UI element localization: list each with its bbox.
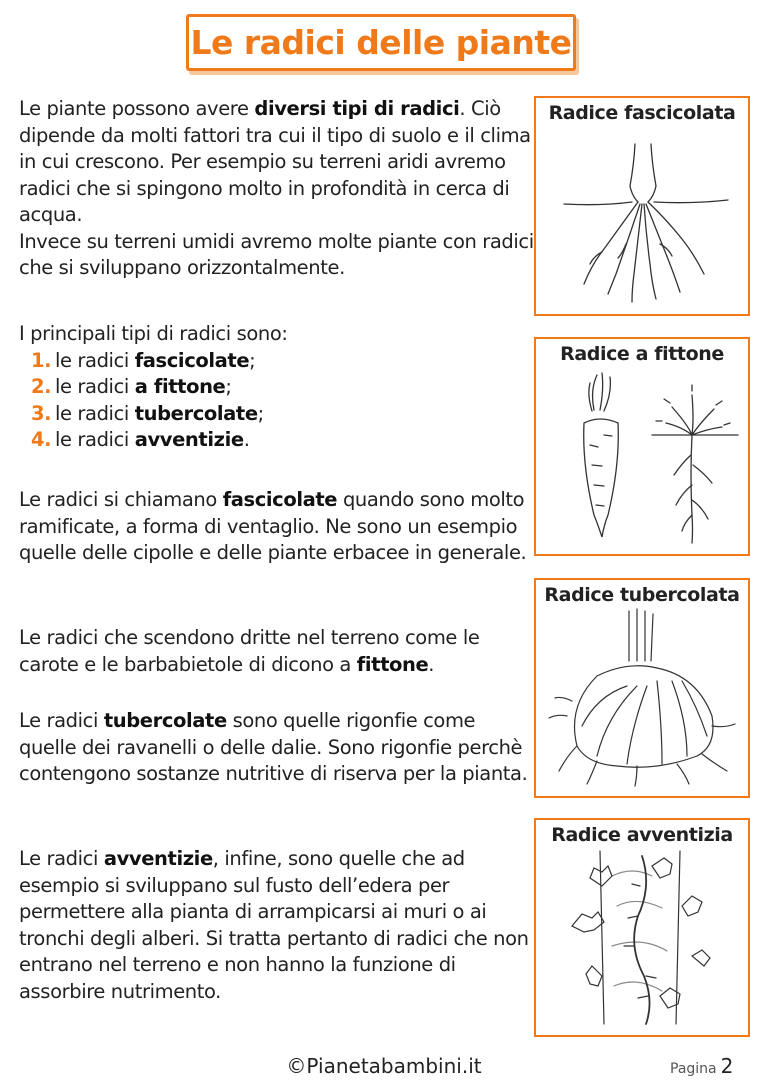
fittone-paragraph: Le radici che scendono dritte nel terreno come le carote e le barbabietole di dicono a fittone. bbox=[19, 626, 480, 676]
root-types-heading: I principali tipi di radici sono: bbox=[19, 322, 288, 345]
list-item: 1. le radici fascicolate; bbox=[31, 348, 256, 372]
page-title: Le radici delle piante bbox=[190, 23, 572, 62]
card-caption: Radice tubercolata bbox=[544, 584, 740, 606]
page-title-box bbox=[186, 14, 576, 71]
card-caption: Radice avventizia bbox=[551, 824, 733, 846]
card-tuberous-root bbox=[534, 578, 750, 798]
list-item: 4. le radici avventizie. bbox=[31, 428, 250, 451]
root-types-list bbox=[19, 348, 534, 454]
card-caption: Radice fascicolata bbox=[548, 102, 736, 124]
page-number-label: Pagina 2 bbox=[670, 1054, 734, 1078]
list-item: 2. le radici a fittone; bbox=[31, 375, 232, 398]
fascicolate-paragraph: Le radici si chiamano fascicolate quando sono molto ramificate, a forma di ventaglio. Ne sono un esempio quelle delle cipolle e delle piante erbacee in generale. bbox=[19, 488, 527, 564]
intro-paragraph: Le piante possono avere diversi tipi di radici. Ciò dipende da molti fattori tra cui il tipo di suolo e il clima in cui crescono. Per esempio su terreni aridi avremo radici che si spingono molto in profondità in cerca di acqua. Invece su terreni umidi avremo molte piante con radici che si sviluppano orizzontalmente. bbox=[19, 97, 534, 279]
adventitious-root-illustration bbox=[542, 846, 742, 1026]
fibrous-root-illustration bbox=[542, 124, 742, 304]
card-caption: Radice a fittone bbox=[560, 343, 724, 365]
taproot-illustration bbox=[542, 365, 742, 545]
page-number: 2 bbox=[720, 1054, 734, 1078]
footer-credit: ©Pianetabambini.it bbox=[286, 1054, 482, 1078]
list-item: 3. le radici tubercolate; bbox=[31, 401, 264, 425]
card-fibrous-root bbox=[534, 96, 750, 316]
card-adventitious-root bbox=[534, 818, 750, 1037]
card-taproot bbox=[534, 337, 750, 556]
tubercolate-paragraph: Le radici tubercolate sono quelle rigonfie come quelle dei ravanelli o delle dalie. Sono rigonfie perchè contengono sostanze nutritive di riserva per la pianta. bbox=[19, 709, 528, 785]
root-types-section bbox=[19, 321, 534, 454]
avventizie-paragraph: Le radici avventizie, infine, sono quelle che ad esempio si sviluppano sul fusto dell’edera per permettere alla pianta di arrampicarsi ai muri o ai tronchi degli alberi. Si tratta pertanto di radici che non entrano nel terreno e non hanno la funzione di assorbire nutrimento. bbox=[19, 847, 529, 1003]
tuberous-root-illustration bbox=[537, 606, 747, 791]
